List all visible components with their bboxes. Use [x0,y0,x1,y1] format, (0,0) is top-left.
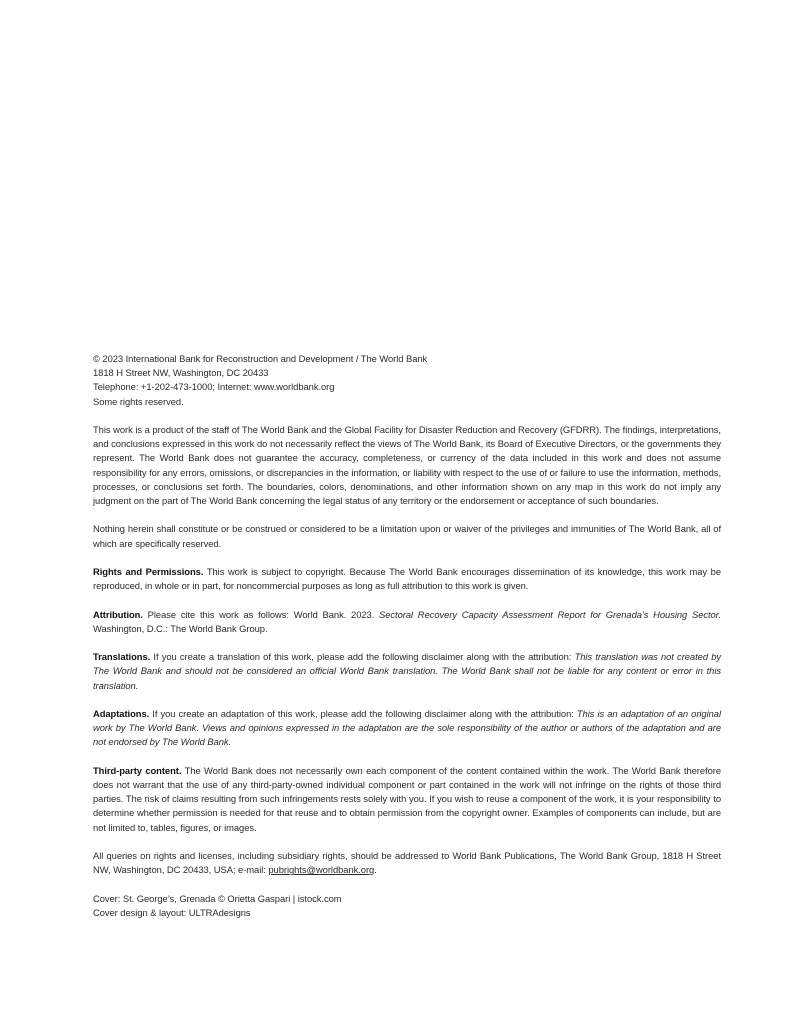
translations-disclaimer: This translation was not created by The World Bank and should not be considered an official World Bank translation. The World Bank shall not be liable for any content or error in this translation. [93,651,721,691]
adaptations-paragraph [93,707,721,750]
copyright-notice [93,352,721,409]
contact-line: Telephone: +1-202-473-1000; Internet: www.worldbank.org [93,381,335,393]
adaptations-disclaimer: This is an adaptation of an original work by The World Bank. Views and opinions expressed in the adaptation are the sole responsibility of the author or authors of the adaptation and are not endorsed by The World Bank. [93,707,721,748]
rights-text: This work is subject to copyright. Because The World Bank encourages dissemination of its knowledge, this work may be reproduced, in whole or in part, for noncommercial purposes as long as full attribution to this work is given. [93,566,721,592]
address-line: 1818 H Street NW, Washington, DC 20433 [93,367,269,379]
disclaimer-paragraph [93,423,721,508]
attribution-title: Sectoral Recovery Capacity Assessment Report for Grenada’s Housing Sector. [379,608,721,620]
translations-paragraph [93,650,721,693]
rights-reserved-line: Some rights reserved. [93,395,184,407]
design-credit: Cover design & layout: ULTRAdesigns [93,906,251,918]
third-party-text: The World Bank does not necessarily own each component of the content contained within the work. The World Bank therefore does not warrant that the use of any third-party-owned individual component or part contained in the work will not infringe on the rights of those third parties. The risk of claims resulting from such infringements rests solely with you. If you wish to reuse a component of the work, it is your responsibility to determine whether permission is needed for that reuse and to obtain permission from the copyright owner. Examples of components can include, but are not limited to, tables, figures, or images. [93,764,721,833]
rights-heading: Rights and Permissions. [93,566,204,577]
adaptations-text: If you create an adaptation of this work, please add the following disclaimer along with the attribution: [149,707,577,719]
translations-heading: Translations. [93,651,151,663]
rights-paragraph [93,565,721,593]
credits [93,892,721,920]
attribution-paragraph [93,608,721,636]
queries-end: . [374,864,377,876]
translations-text: If you create a translation of this work, please add the following disclaimer along with the attribution: [150,651,575,663]
copyright-line: © 2023 International Bank for Reconstruction and Development / The World Bank [93,353,428,364]
third-party-paragraph [93,764,721,835]
email-link[interactable]: pubrights@worldbank.org [268,864,375,876]
copyright-content [93,352,721,934]
privileges-text: Nothing herein shall constitute or be construed or considered to be a limitation upon or waiver of the privileges and immunities of The World Bank, all of which are specifically reserved. [93,523,721,549]
disclaimer-text: This work is a product of the staff of The World Bank and the Global Facility for Disaster Reduction and Recovery (GFDRR). The findings, interpretations, and conclusions expressed in this work do not necessarily reflect the views of The World Bank, its Board of Executive Directors, or the governments they represent. The World Bank does not guarantee the accuracy, completeness, or currency of the data included in this work and does not assume responsibility for any errors, omissions, or discrepancies in the information, or liability with respect to the use of or failure to use the information, methods, processes, or conclusions set forth. The boundaries, colors, denominations, and other information shown on any map in this work do not imply any judgment on the part of The World Bank concerning the legal status of any territory or the endorsement or acceptance of such boundaries. [93,424,721,507]
adaptations-heading: Adaptations. [93,707,150,719]
queries-text: All queries on rights and licenses, including subsidiary rights, should be addressed to World Bank Publications, The World Bank Group, 1818 H Street NW, Washington, DC 20433, USA; e-mail: [93,849,721,876]
attribution-publisher: Washington, D.C.: The World Bank Group. [93,622,268,634]
privileges-paragraph [93,522,721,550]
queries-paragraph [93,849,721,877]
attribution-heading: Attribution. [93,608,143,620]
cover-credit: Cover: St. George’s, Grenada © Orietta Gaspari | istock.com [93,892,342,904]
attribution-text: Please cite this work as follows: World Bank. 2023. [142,608,380,620]
third-party-heading: Third-party content. [93,764,182,776]
